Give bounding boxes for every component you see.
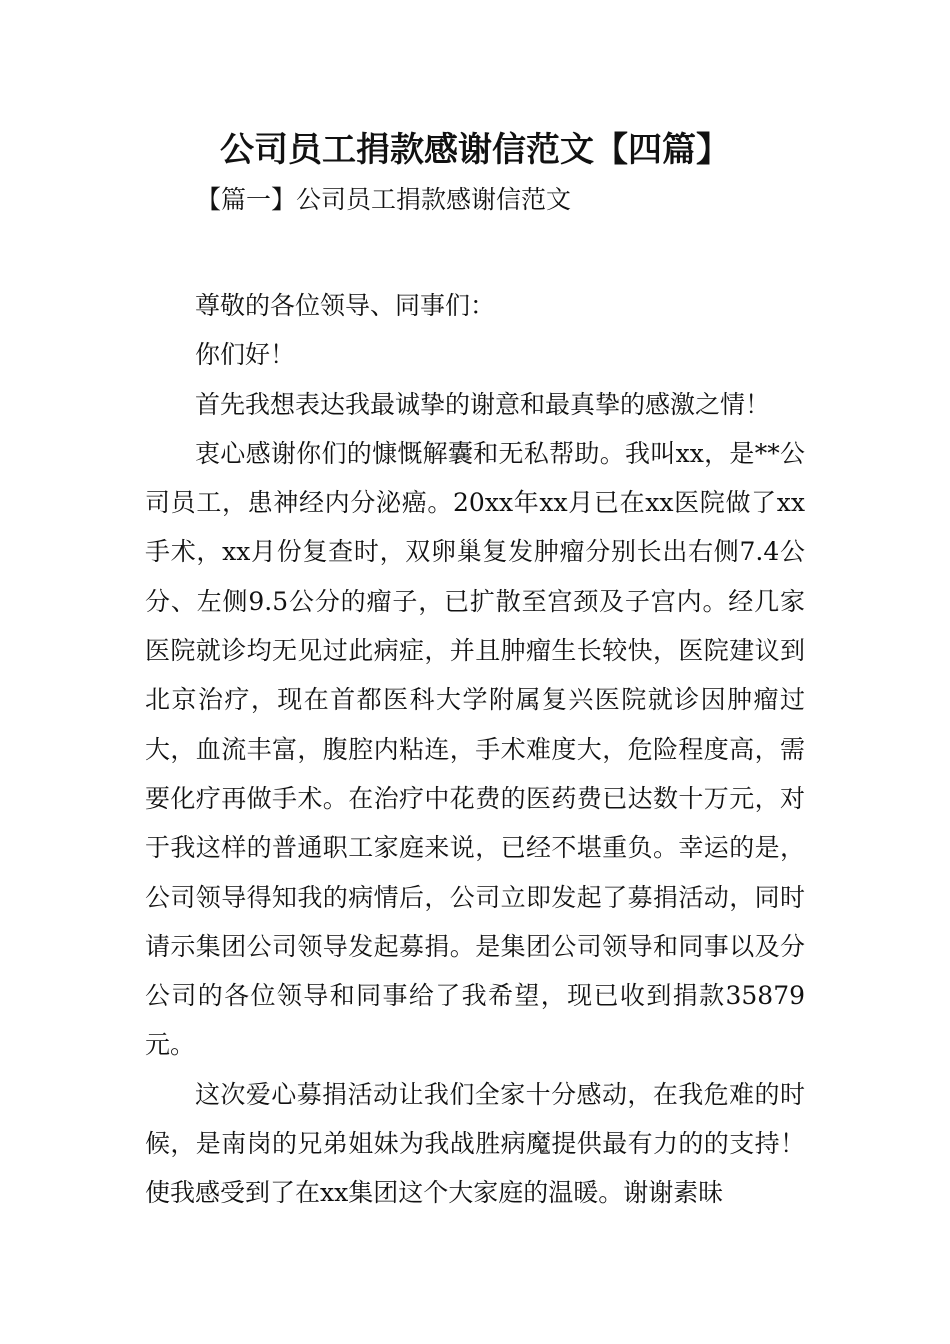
- letter-body: [145, 281, 805, 1218]
- greeting: 你们好！: [195, 340, 296, 370]
- section-heading: 【篇一】公司员工捐款感谢信范文: [196, 185, 572, 214]
- document-title: 公司员工捐款感谢信范文【四篇】: [220, 130, 730, 170]
- body-paragraph: 这次爱心募捐活动让我们全家十分感动，在我危难的时候，是南岗的兄弟姐妹为我战胜病魔提供最有力的的支持！使我感受到了在xx集团这个大家庭的温暖。谢谢素昧: [145, 1079, 805, 1208]
- body-paragraph: 衷心感谢你们的慷慨解囊和无私帮助。我叫xx，是**公司员工，患神经内分泌癌。20xx年xx月已在xx医院做了xx手术，xx月份复查时，双卵巢复发肿瘤分别长出右侧7.4公分、左侧9.5公分的瘤子，已扩散至宫颈及子宫内。经几家医院就诊均无见过此病症，并且肿瘤生长较快，医院建议到北京治疗，现在首都医科大学附属复兴医院就诊因肿瘤过大，血流丰富，腹腔内粘连，手术难度大，危险程度高，需要化疗再做手术。在治疗中花费的医药费已达数十万元，对于我这样的普通职工家庭来说，已经不堪重负。幸运的是，公司领导得知我的病情后，公司立即发起了募捐活动，同时请示集团公司领导发起募捐。是集团公司领导和同事以及分公司的各位领导和同事给了我希望，现已收到捐款35879元。: [145, 438, 805, 1060]
- body-paragraph: 首先我想表达我最诚挚的谢意和最真挚的感激之情！: [195, 389, 771, 419]
- salutation: 尊敬的各位领导、同事们：: [195, 291, 496, 320]
